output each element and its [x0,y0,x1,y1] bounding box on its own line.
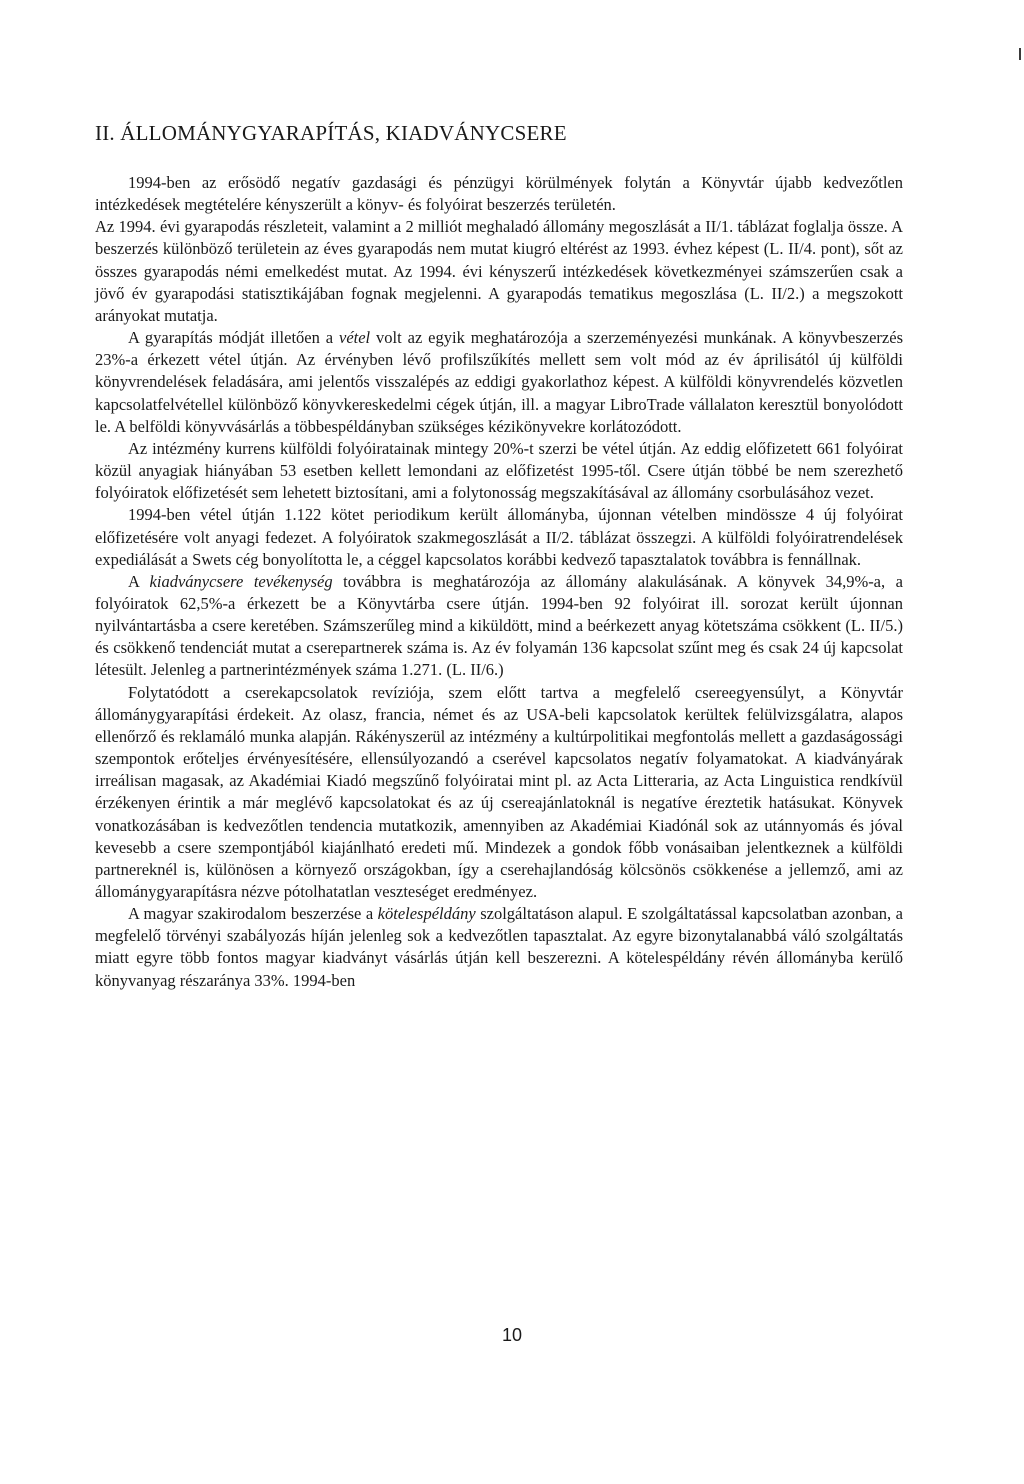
paragraph-8-text-b: szolgáltatáson alapul. E szolgáltatással kapcsolatban azonban, a megfelelő törvényi szabályozás híján jelenleg sok a kedvezőtlen tapasztalat. Az egyre bizonytalanabbá váló szolgáltatás miatt egyre több fontos magyar kiadványt vásárlás útján kell beszerezni. A kötelespéldány révén állományba kerülő könyvanyag részaránya 33%. 1994-ben [95,904,903,990]
paragraph-6-emphasis: kiadványcsere tevékenység [149,571,333,591]
paragraph-3 [95,327,903,438]
paragraph-3-emphasis: vétel [339,328,371,348]
paragraph-8-text-a: A magyar szakirodalom beszerzése a [128,904,378,924]
paragraph-8 [95,903,903,992]
paragraph-6-text-a: A [128,571,150,591]
paragraph-8-emphasis: kötelespéldány [377,904,476,924]
paragraph-6-text-b: továbbra is meghatározója az állomány alakulásának. A könyvek 34,9%-a, a folyóiratok 62,5%-a érkezett be a Könyvtárba csere útján. 1994-ben 92 folyóirat ill. sorozat került újonnan nyilvántartásba a csere keretében. Számszerűleg mind a kiküldött, mind a beérkezett anyag kötetszáma csökkent (L. II/5.) és csökkenő tendenciát mutat a cserepartnerek száma is. Az év folyamán 136 kapcsolat szűnt meg és csak 24 új kapcsolat létesült. Jelenleg a partnerintézmények száma 1.271. (L. II/6.) [95,571,903,680]
paragraph-7: Folytatódott a cserekapcsolatok revíziója, szem előtt tartva a megfelelő csereegyensúlyt, a Könyvtár állománygyarapítási érdekeit. Az olasz, francia, német és az USA-beli kapcsolatok kerültek felülvizsgálatra, alapos ellenőrző és reklamáló munka alapján. Rákényszerül az intézmény a kultúrpolitikai megfontolás mellett a gazdaságossági szempontok erőteljes érvényesítésére, ellensúlyozandó a cserével kapcsolatos negatív folyamatokat. A kiadványárak irreálisan magasak, az Akadémiai Kiadó megszűnő folyóiratai mint pl. az Acta Litteraria, az Acta Linguistica rendkívül érzékenyen érintik a már meglévő kapcsolatokat és az új csereajánlatoknál is negatíve éreztetik hatásukat. Könyvek vonatkozásában is kedvezőtlen tendencia mutatkozik, amennyiben az Akadémiai Kiadónál sok az utánnyomás és jóval kevesebb a csere szempontjából kiajánlható eredeti mű. Mindezek a gondok főbb vonásaiban jelentkeznek a külföldi partnereknél is, különösen a környező országokban, így a cserehajlandóság kölcsönös csökkenése a jellemző, ami az állománygyarapításra nézve pótolhatatlan veszteséget eredményez. [95,682,903,901]
paragraph-3-text-a: A gyarapítás módját illetően a [128,328,339,348]
scan-edge-mark [1019,48,1021,60]
paragraph-1: 1994-ben az erősödő negatív gazdasági és pénzügyi körülmények folytán a Könyvtár újabb kedvezőtlen intézkedések megtételére kényszerült a könyv- és folyóirat beszerzés területén. [95,173,903,215]
paragraph-2: Az 1994. évi gyarapodás részleteit, valamint a 2 milliót meghaladó állomány megoszlását a II/1. táblázat foglalja össze. A beszerzés különböző területein az éves gyarapodás nem mutat kiugró eltérést az 1993. évhez képest (L. II/4. pont), sőt az összes gyarapodás némi emelkedést mutat. Az 1994. évi kényszerű intézkedések következményei számszerűen csak a jövő év gyarapodási statisztikájában fognak megjelenni. A gyarapodás tematikus megoszlása (L. II/2.) a megszokott arányokat mutatja. [95,217,903,325]
paragraph-3-text-b: volt az egyik meghatározója a szerzeményezési munkának. A könyvbeszerzés 23%-a érkezett vétel útján. Az érvényben lévő profilszűkítés mellett sem volt mód az év áprilisától új külföldi könyvrendelések feladására, ami jelentős visszalépés az eddigi gyakorlathoz képest. A külföldi könyvrendelés közvetlen kapcsolatfelvétellel különböző könyvkereskedelmi cégek útján, ill. a magyar LibroTrade vállalaton keresztül bonyolódott le. A belföldi könyvvásárlás a többespéldányban szükséges kézikönyvekre korlátozódott. [95,328,903,436]
paragraph-4: Az intézmény kurrens külföldi folyóiratainak mintegy 20%-t szerzi be vétel útján. Az eddig előfizetett 661 folyóirat közül anyagiak hiányában 53 esetben kellett lemondani az előfizetést 1995-től. Csere útján többé be nem szerezhető folyóiratok előfizetését sem lehetett biztosítani, ami a folytonosság megszakításával az állomány csorbulásához vezet. [95,438,903,503]
page-number: 10 [501,1325,523,1345]
section-heading: II. ÁLLOMÁNYGYARAPÍTÁS, KIADVÁNYCSERE [95,121,567,145]
paragraph-6 [95,571,903,682]
paragraph-5: 1994-ben vétel útján 1.122 kötet periodikum került állományba, újonnan vételben mindössze 4 új folyóirat előfizetésére volt anyagi fedezet. A folyóiratok szakmegoszlását a II/2. táblázat összegzi. A külföldi folyóiratrendelések expediálását a Swets cég bonyolította le, a céggel kapcsolatos korábbi kedvező tapasztalatok továbbra is fennállnak. [95,505,903,569]
body-text [95,172,903,992]
